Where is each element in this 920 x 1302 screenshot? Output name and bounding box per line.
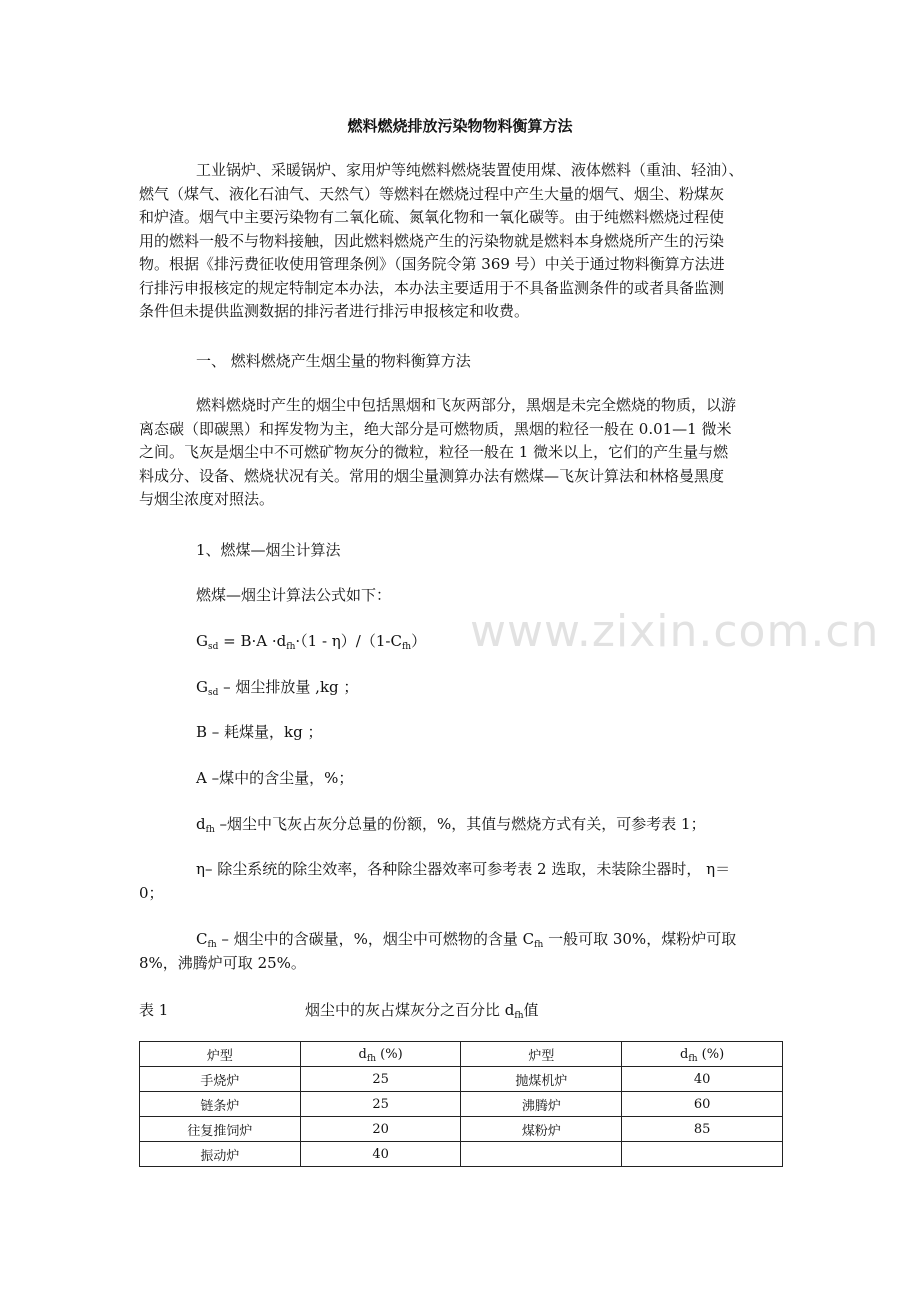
watermark: www.zixin.com.cn	[470, 606, 880, 657]
table-cell: 40	[622, 1067, 783, 1092]
header-cell: 炉型	[461, 1042, 622, 1067]
dust-line: 之间。飞灰是烟尘中不可燃矿物灰分的微粒，粒径一般在 1 微米以上，它们的产生量与燃	[139, 443, 729, 461]
def-eta: η– 除尘系统的除尘效率，各种除尘器效率可参考表 2 选取，未装除尘器时， η＝	[196, 860, 731, 878]
table-cell: 煤粉炉	[461, 1117, 622, 1142]
intro-paragraph	[139, 159, 784, 324]
table-label: 表 1	[139, 1001, 169, 1019]
table-cell	[461, 1142, 622, 1167]
intro-line: 工业锅炉、采暖锅炉、家用炉等纯燃料燃烧装置使用煤、液体燃料（重油、轻油）、	[196, 161, 744, 179]
table-row	[140, 1142, 783, 1167]
formula: $G_{sd} = B\cdot A \cdot d_{fh}\cdot(1 - \eta)/(1-C_{fh})$	[196, 632, 427, 652]
def-cfh: $C_{fh}$ – 烟尘中的含碳量，%，烟尘中可燃物的含量 $C_{fh}$ 一般可取 30%，煤粉炉可取	[196, 930, 737, 950]
dust-fraction-table	[139, 1041, 783, 1167]
table-row	[140, 1092, 783, 1117]
table-header-row	[140, 1042, 783, 1067]
table-cell	[622, 1142, 783, 1167]
def-gsd: $G_{sd}$ – 烟尘排放量 ,kg ；	[196, 678, 359, 698]
intro-line: 物。根据《排污费征收使用管理条例》（国务院令第 369 号）中关于通过物料衡算方法进	[139, 255, 725, 273]
table-cell: 往复推饲炉	[140, 1117, 301, 1142]
table-cell: 60	[622, 1092, 783, 1117]
header-cell: $d_{fh}$ (%)	[622, 1042, 783, 1067]
table-cell: 20	[300, 1117, 461, 1142]
table-row	[140, 1067, 783, 1092]
document-title: 燃料燃烧排放污染物物料衡算方法	[347, 117, 573, 135]
table-caption: 烟尘中的灰占煤灰分之百分比 $d_{fh}$值	[305, 1001, 539, 1021]
intro-line: 条件但未提供监测数据的排污者进行排污申报核定和收费。	[139, 302, 530, 320]
def-cfh-cont: 8%，沸腾炉可取 25%。	[139, 954, 306, 972]
table-cell: 抛煤机炉	[461, 1067, 622, 1092]
def-dfh: $d_{fh}$ –烟尘中飞灰占灰分总量的份额，%，其值与燃烧方式有关，可参考表 1；	[196, 815, 706, 835]
table-cell: 振动炉	[140, 1142, 301, 1167]
table-cell: 25	[300, 1067, 461, 1092]
subsection-heading: 1、燃煤—烟尘计算法	[196, 541, 341, 559]
section-heading: 一、 燃料燃烧产生烟尘量的物料衡算方法	[196, 352, 471, 370]
dust-paragraph	[139, 394, 784, 512]
table-row	[140, 1117, 783, 1142]
dust-line: 燃料燃烧时产生的烟尘中包括黑烟和飞灰两部分，黑烟是未完全燃烧的物质，以游	[196, 396, 737, 414]
table-cell: 手烧炉	[140, 1067, 301, 1092]
dust-line: 料成分、设备、燃烧状况有关。常用的烟尘量测算办法有燃煤—飞灰计算法和林格曼黑度	[139, 466, 725, 485]
table-cell: 链条炉	[140, 1092, 301, 1117]
intro-line: 和炉渣。烟气中主要污染物有二氧化硫、氮氧化物和一氧化碳等。由于纯燃料燃烧过程使	[139, 208, 725, 226]
def-b: B – 耗煤量，kg ；	[196, 723, 323, 741]
dust-line: 离态碳（即碳黑）和挥发物为主，绝大部分是可燃物质，黑烟的粒径一般在 0.01—1 微米	[139, 419, 732, 438]
def-a: A –煤中的含尘量，%；	[196, 769, 354, 787]
table-cell: 40	[300, 1142, 461, 1167]
intro-line: 行排污申报核定的规定特制定本办法，本办法主要适用于不具备监测条件的或者具备监测	[139, 278, 725, 297]
table-cell: 沸腾炉	[461, 1092, 622, 1117]
table-cell: 85	[622, 1117, 783, 1142]
intro-line: 用的燃料一般不与物料接触，因此燃料燃烧产生的污染物就是燃料本身燃烧所产生的污染	[139, 231, 725, 250]
formula-intro: 燃煤—烟尘计算法公式如下：	[196, 586, 392, 604]
dust-line: 与烟尘浓度对照法。	[139, 490, 275, 508]
intro-line: 燃气（煤气、液化石油气、天然气）等燃料在燃烧过程中产生大量的烟气、烟尘、粉煤灰	[139, 184, 725, 203]
header-cell: $d_{fh}$ (%)	[300, 1042, 461, 1067]
table-cell: 25	[300, 1092, 461, 1117]
header-cell: 炉型	[140, 1042, 301, 1067]
def-eta-cont: 0；	[139, 884, 164, 902]
